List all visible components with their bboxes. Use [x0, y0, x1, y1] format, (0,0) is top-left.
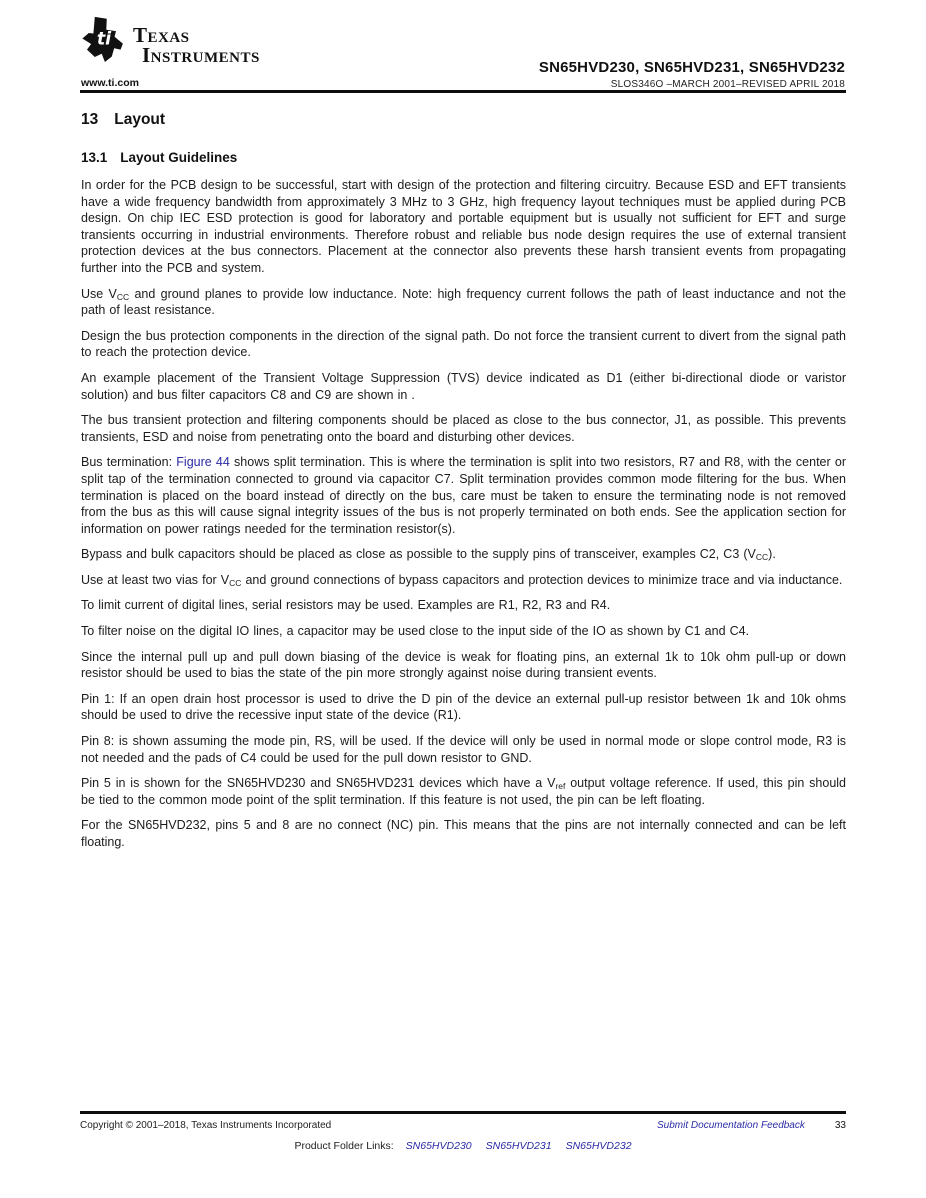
website-link[interactable]: www.ti.com [81, 77, 139, 89]
paragraph: Use $V_{CC}$ and ground planes to provide low inductance. Note: high frequency current follows the path of least inductance and not the path of least resistance. [81, 286, 846, 318]
document-code: SLOS346O –MARCH 2001–REVISED APRIL 2018 [610, 79, 845, 90]
header-rule [80, 90, 846, 93]
section-title: Layout [114, 111, 166, 128]
paragraph: Pin 5 in is shown for the SN65HVD230 and SN65HVD231 devices which have a $V_{ref}$ output voltage reference. If used, this pin should be tied to the common mode point of the split termination. If this feature is not used, the pin can be left floating. [81, 776, 847, 807]
copyright-text: Copyright © 2001–2018, Texas Instruments Incorporated [80, 1120, 332, 1131]
subscript: CC [229, 577, 242, 588]
footer-rule [80, 1111, 846, 1114]
paragraph: Pin 1: If an open drain host processor is used to drive the D pin of the device an external pull-up resistor between 1k and 10k ohms should be used to drive the recessive input state of the device (R1). [81, 691, 846, 723]
texas-state-icon [80, 16, 128, 62]
submit-feedback-link[interactable]: Submit Documentation Feedback [657, 1120, 805, 1131]
page-number: 33 [834, 1120, 846, 1131]
paragraph: Pin 8: is shown assuming the mode pin, RS, will be used. If the device will only be used in normal mode or slope control mode, R3 is not needed and the pads of C4 could be used for the pull down resistor to GND. [81, 734, 846, 765]
section-number: 13 [81, 111, 99, 128]
paragraph: Design the bus protection components in the direction of the signal path. Do not force the transient current to divert from the signal path to reach the protection device. [81, 328, 846, 360]
figure-reference-link[interactable]: Figure 44 [176, 455, 230, 470]
paragraph: Bus termination: Figure 44 shows split termination. This is where the termination is split into two resistors, R7 and R8, with the center or split tap of the termination connected to ground via capacitor C7. Split termination provides common mode filtering for the bus. When termination is placed on the board instead of directly on the bus, care must be taken to ensure the terminating node is not removed from the bus as this will cause signal integrity issues of the bus is not properly terminated on both ends. See the application section for information on power ratings needed for the termination resistor(s). [81, 455, 846, 536]
ti-logo [80, 16, 260, 66]
product-folder-row [0, 1140, 926, 1152]
subscript: CC [755, 552, 769, 563]
body-paragraphs [81, 177, 846, 860]
product-folder-label: Product Folder Links: [294, 1140, 394, 1152]
header-right [539, 59, 845, 90]
footer [80, 1120, 846, 1131]
paragraph: In order for the PCB design to be successful, start with design of the protection and filtering circuitry. Because ESD and EFT transients have a wide frequency bandwidth from approximately 3 MHz to 3 GHz, high frequency layout techniques must be applied during PCB design. On chip IEC ESD protection is good for laboratory and portable equipment but is usually not sufficient for EFT and surge transients occurring in industrial environments. Therefore robust and reliable bus node design requires the use of external transient protection devices at the bus connectors. Placement at the connector also prevents these harsh transient events from propagating further into the PCB and system. [81, 178, 846, 275]
subscript: CC [116, 291, 130, 302]
subscript: ref [555, 781, 566, 792]
section-heading [81, 111, 165, 129]
product-links [406, 1140, 632, 1152]
paragraph: To filter noise on the digital IO lines, a capacitor may be used close to the input side of the IO as shown by C1 and C4. [81, 624, 750, 639]
ti-wordmark [133, 25, 260, 66]
footer-right [657, 1120, 846, 1131]
paragraph: An example placement of the Transient Voltage Suppression (TVS) device indicated as D1 (either bi-directional diode or varistor solution) and bus filter capacitors C8 and C9 are shown in . [81, 370, 846, 402]
subsection-title: Layout Guidelines [120, 150, 238, 165]
product-folder-link[interactable]: SN65HVD231 [485, 1140, 552, 1152]
paragraph: For the SN65HVD232, pins 5 and 8 are no connect (NC) pin. This means that the pins are not internally connected and can be left floating. [81, 818, 846, 849]
wordmark-line2: Instruments [142, 43, 260, 67]
svg-text:ti: ti [96, 29, 112, 50]
paragraph: The bus transient protection and filtering components should be placed as close to the bus connector, J1, as possible. This prevents transients, ESD and noise from penetrating onto the board and disturbing other devices. [81, 413, 846, 444]
paragraph: Since the internal pull up and pull down biasing of the device is weak for floating pins, an external 1k to 10k ohm pull-up or down resistor should be used to bias the state of the pin more strongly against noise during transient events. [81, 649, 846, 681]
paragraph: Bypass and bulk capacitors should be placed as close as possible to the supply pins of transceiver, examples C2, C3 $(V_{CC})$. [81, 547, 776, 563]
wordmark-line1: Texas [133, 23, 190, 47]
subsection-heading [81, 150, 237, 165]
subsection-number: 13.1 [81, 150, 108, 165]
product-folder-link[interactable]: SN65HVD230 [405, 1140, 472, 1152]
part-numbers: SN65HVD230, SN65HVD231, SN65HVD232 [538, 59, 845, 76]
product-folder-link[interactable]: SN65HVD232 [565, 1140, 632, 1152]
paragraph: Use at least two vias for $V_{CC}$ and ground connections of bypass capacitors and protection devices to minimize trace and via inductance. [81, 572, 843, 588]
paragraph: To limit current of digital lines, serial resistors may be used. Examples are R1, R2, R3 and R4. [81, 598, 611, 613]
